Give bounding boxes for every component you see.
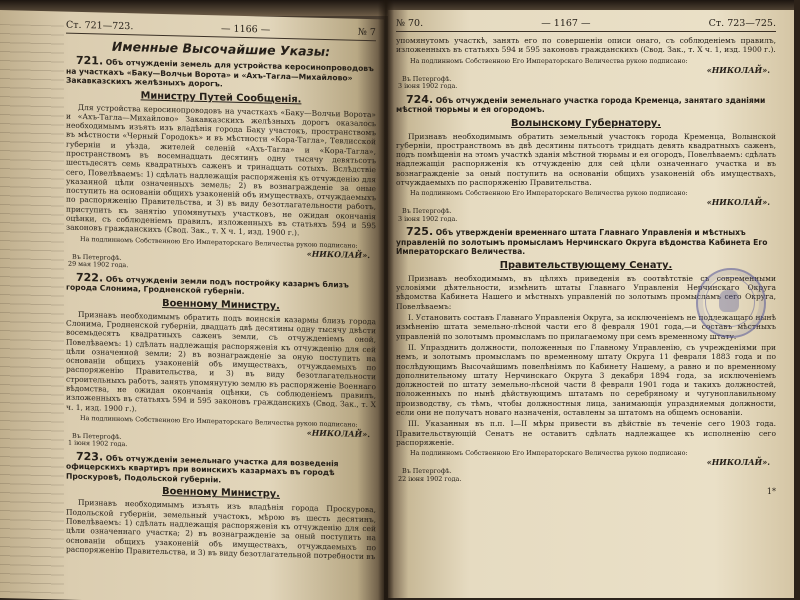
decree-725-clause-3: III. Указанныя въ п.п. I—II мѣры привести въ дѣйствіе въ теченіе сего 1903 года. Правительствующій Сенатъ не оставитъ сдѣлать надлежащее къ исполненію сего распоряженіе. xyxy=(396,419,776,447)
decree-724-signature-note: На подлинномъ Собственною Его Императорскаго Величества рукою подписано: xyxy=(410,189,688,198)
decree-724-heading: Объ отчужденіи земельнаго участка города Кременца, занятаго зданіями мѣстной тюрьмы и ея огородомъ. xyxy=(396,95,766,115)
decree-722-addressee: Военному Министру. xyxy=(162,297,280,312)
decree-721-number: 721. xyxy=(76,53,104,68)
decree-725-number: 725. xyxy=(406,225,434,239)
right-head-articles: Ст. 723—725. xyxy=(708,18,776,29)
left-margin-shadow xyxy=(0,24,64,596)
decree-722-heading: Объ отчужденіи земли подъ постройку казармъ близъ города Слонима, Гродненской губерніи. xyxy=(66,274,349,297)
decree-725-date: 22 іюня 1902 года. xyxy=(398,474,462,483)
decree-725-place: Въ Петергофѣ. xyxy=(402,467,452,476)
book-right-edge xyxy=(794,0,800,600)
decree-722-body: Признавъ необходимымъ обратить подъ воинскія казармы близъ города Слонима, Гродненской губерніи, двадцать двѣ десятины одну тысячу двѣсти восемьдесятъ квадратныхъ саженъ земли, съ отчужденіемъ оной, Повелѣваемъ: 1) сдѣлать надлежащія распоряженія къ отчужденію для сей цѣли означенной земли; 2) въ вознагражденіе за оную поступить на основаніи общихъ узаконеній объ имуществахъ, отчуждаемыхъ по распоряженію Правительства, и 3) въ виду безотлагательности строительныхъ работъ, занять упомянутую землю въ распоряженіе Военнаго вѣдомства, не ожидая окончанія оцѣнки, съ соблюденіемъ правилъ, изложенныхъ въ статьяхъ 594 и 595 законовъ гражданскихъ (Свод. Зак., т. X ч. 1, изд. 1900 г.). xyxy=(66,309,376,413)
right-head-issue: № 70. xyxy=(396,18,424,29)
decree-723-signature-note: На подлинномъ Собственною Его Императорскаго Величества рукою подписано: xyxy=(410,56,688,65)
decree-721-heading: Объ отчужденіи земель для устройства керосинопроводовъ на участкахъ «Баку—Волчьи Ворота» и «Ахъ-Тагла—Михайлово» Закавказскихъ желѣзныхъ дорогъ. xyxy=(66,57,374,89)
decree-725-clause-2: II. Упразднить должности, положенныя по Главному Управленію, съ учрежденіями при немъ, и золотымъ промысламъ по временному штату Округа 11 февраля 1883 года и по послѣдующимъ Высочайшимъ повелѣніямъ по Кабинету Нашему, а равно и по временному дополнительному штату Нерчинскаго Округа 3 декабря 1894 года, за исключеніемъ должностей по штату земельно-лѣсной части 8 февраля 1901 года и такихъ должностей, положенныхъ по нынѣ дѣйствующимъ штатамъ по серебряному и чугуноплавильному производству, съ тѣмъ, чтобы должностныя лица, занимающія упраздняемыя должности, если они не получатъ новаго назначенія, оставлены за штатомъ на общемъ основаніи. xyxy=(396,342,776,418)
decree-725-signature: «НИКОЛАЙ». xyxy=(706,457,770,468)
decree-725-title xyxy=(396,227,776,257)
right-page xyxy=(388,10,796,598)
left-head-page-number: — 1166 — xyxy=(221,23,271,36)
decree-725-signature-note: На подлинномъ Собственною Его Императорскаго Величества рукою подписано: xyxy=(410,449,688,458)
decree-724-place: Въ Петергофѣ. xyxy=(402,207,452,216)
decree-722-date: 1 іюня 1902 года. xyxy=(68,439,128,449)
left-running-head xyxy=(66,12,376,42)
decree-725-heading: Объ утвержденіи временнаго штата Главнаго Управленія и мѣстныхъ управленій по золотымъ промысламъ Нерчинскаго Округа вѣдомства Кабинета Его Императорскаго Величества. xyxy=(396,228,768,257)
decree-722-signature: «НИКОЛАЙ». xyxy=(306,427,370,439)
book-gutter xyxy=(378,0,394,600)
library-stamp-icon xyxy=(696,268,766,338)
decree-722-signature-note: На подлинномъ Собственною Его Императорскаго Величества рукою подписано: xyxy=(80,413,358,429)
decree-721-addressee: Министру Путей Сообщенія. xyxy=(140,89,302,105)
decree-721-signature-note: На подлинномъ Собственною Его Императорскаго Величества рукою подписано: xyxy=(80,234,358,250)
decree-723-number: 723. xyxy=(76,449,104,464)
decree-721-title xyxy=(66,53,376,93)
section-title: Именные Высочайшие Указы: xyxy=(111,38,331,60)
decree-723-body: Признавъ необходимымъ изъять изъ владѣнія города Проскурова, Подольской губерніи, земельный участокъ, мѣрою въ шесть десятинъ, Повелѣваемъ: 1) сдѣлать надлежащія распоряженія къ отчужденію для сей цѣли означеннаго участка; 2) въ вознагражденіе за оный поступить на основаніи общихъ узаконеній объ имуществахъ, отчуждаемыхъ по распоряженію Правительства, и 3) въ виду безотлагательной потребности въ xyxy=(66,498,376,562)
decree-723-heading: Объ отчужденіи земельнаго участка для возведенія офицерскихъ квартиръ при воинскихъ казармахъ въ городѣ Проскуровѣ, Подольской губерніи. xyxy=(66,453,339,485)
decree-724-date: 3 іюня 1902 года. xyxy=(398,214,458,223)
decree-723-date: 3 іюня 1902 года. xyxy=(398,82,458,91)
decree-724-number: 724. xyxy=(406,92,434,106)
decree-724-body: Признавъ необходимымъ обратить земельный участокъ города Кременца, Волынской губерніи, пространствомъ въ двѣ десятины пятьсотъ тридцать девять квадратныхъ саженъ, подъ помѣщенія на этомъ участкѣ зданія мѣстной тюрьмы и ея огородъ, Повелѣваемъ: сдѣлать надлежащія распоряженія къ отчужденію для сей цѣли означеннаго участка и въ вознагражденіе за оный поступить на основаніи общихъ узаконеній объ имуществахъ, отчуждаемыхъ по распоряженію Правительства. xyxy=(396,131,776,188)
decree-723-place: Въ Петергофѣ. xyxy=(402,74,452,83)
decree-725-clause-1: I. Установить составъ Главнаго Управленія Округа, за исключеніемъ не подлежащаго нынѣ измѣненію штата земельно-лѣсной части его 8 февраля 1901 года,—и составъ мѣстныхъ управленій по золотымъ промысламъ по прилагаемому при семъ временному штату. xyxy=(396,313,776,341)
signature-mark: 1* xyxy=(766,487,776,497)
decree-725-preamble: Признавъ необходимымъ, въ цѣляхъ приведенія въ соотвѣтствіе съ современными условіями дѣятельности, измѣнить штаты Главнаго Управленія Нерчинскаго Округа вѣдомства Кабинета Нашего и мѣстныхъ управленій по золотымъ промысламъ сего Округа, Повелѣваемъ: xyxy=(396,273,776,311)
decree-724-addressee: Волынскому Губернатору. xyxy=(510,117,662,129)
right-running-head xyxy=(396,10,776,32)
decree-721-signature: «НИКОЛАЙ». xyxy=(306,248,370,260)
decree-722-place: Въ Петергофѣ. xyxy=(72,431,122,441)
left-head-articles: Ст. 721—723. xyxy=(66,19,134,33)
decree-723-title xyxy=(66,449,376,489)
decree-721-date: 29 мая 1902 года. xyxy=(68,259,129,270)
left-page xyxy=(0,10,384,600)
decree-723-continuation: упомянутомъ участкѣ, занять его по совершеніи описи онаго, съ соблюденіемъ правилъ, изложенныхъ въ статьяхъ 594 и 595 законовъ гражданскихъ (Свод. Зак., т. X ч. 1, изд. 1900 г.). xyxy=(396,36,776,55)
right-head-page-number: — 1167 — xyxy=(541,18,591,29)
left-head-issue: № 7 xyxy=(357,26,376,39)
stamp-emblem xyxy=(719,290,739,312)
decree-723-addressee: Военному Министру. xyxy=(162,486,280,501)
decree-724-signature: «НИКОЛАЙ». xyxy=(706,197,770,208)
decree-722-number: 722. xyxy=(76,270,104,285)
decree-721-body: Для устройства керосинопроводовъ на участкахъ «Баку—Волчьи Ворота» и «Ахъ-Тагла—Михайлово» Закавказскихъ желѣзныхъ дорогъ оказалось необходимымъ изъять изъ владѣнія города Баку участокъ, пространствомъ въ мѣстности «Черный Городокъ» и въ мѣстности «Кора-Тагла», Тевлисской губерніи и уѣзда, жителей селеній «Ахъ-Тагла» и «Кора-Тагла», пространствомъ въ восемнадцать десятинъ одну тысячу девятьсотъ шестьдесятъ семь квадратныхъ саженъ и тринадцать сотыхъ. Вслѣдствіе сего, Повелѣваемъ: 1) сдѣлать надлежащія распоряженія къ отчужденію для указанной цѣли означенныхъ земель; 2) въ вознагражденіе за оные поступить на основаніи общихъ узаконеній объ имуществахъ, отчуждаемыхъ по распоряженію Правительства, и 3) въ виду безотлагательности работъ, приступить къ занятію упомянутыхъ участковъ, не ожидая окончанія оцѣнки, съ соблюденіемъ правилъ, изложенныхъ въ статьяхъ 594 и 595 законовъ гражданскихъ (Свод. Зак., т. X ч. 1, изд. 1900 г.). xyxy=(66,102,376,238)
decree-723-signature: «НИКОЛАЙ». xyxy=(706,64,770,75)
decree-725-addressee: Правительствующему Сенату. xyxy=(499,259,673,271)
decree-724-title xyxy=(396,92,776,115)
decree-721-place: Въ Петергофѣ. xyxy=(72,252,122,262)
